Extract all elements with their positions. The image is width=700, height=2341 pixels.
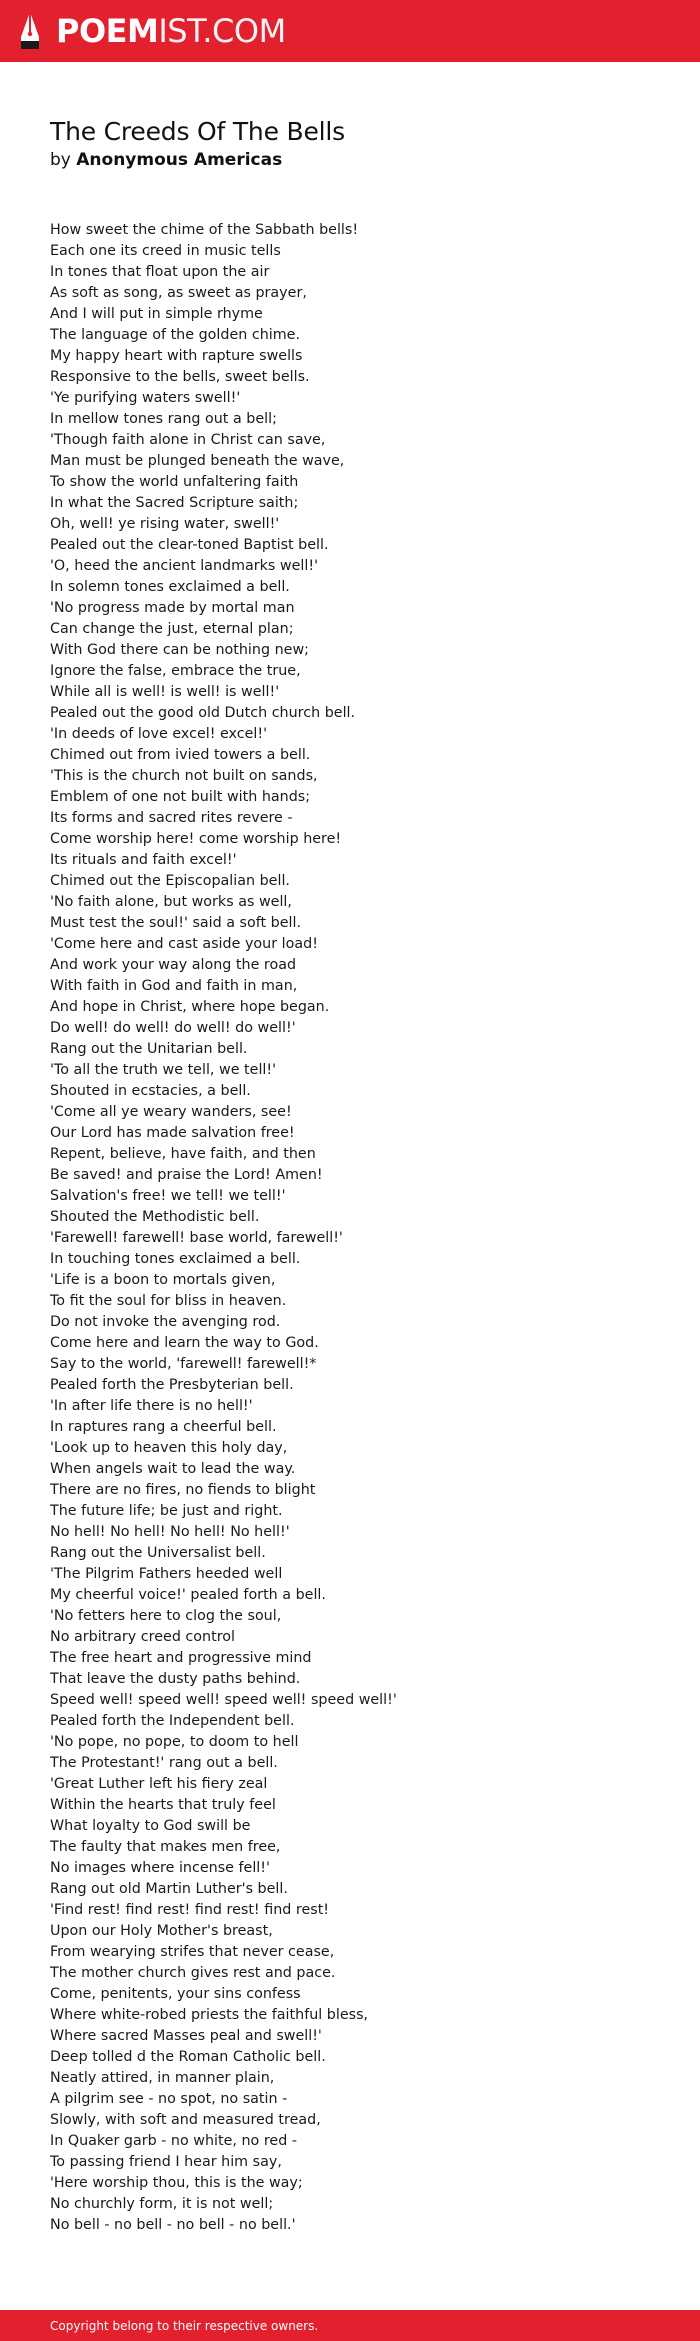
poem-line: Oh, well! ye rising water, swell!'	[50, 516, 280, 532]
poem-line: 'In after life there is no hell!'	[50, 1398, 253, 1414]
poem-line: In raptures rang a cheerful bell.	[50, 1419, 277, 1435]
poem-line: The free heart and progressive mind	[50, 1650, 312, 1666]
logo-text-light: IST.COM	[158, 12, 286, 50]
poem-line: No arbitrary creed control	[50, 1629, 235, 1645]
poem-line: 'Here worship thou, this is the way;	[50, 2175, 303, 2191]
poem-line: With God there can be nothing new;	[50, 642, 309, 658]
poem-line: Pealed out the good old Dutch church bell.	[50, 705, 356, 721]
poem-line: Chimed out from ivied towers a bell.	[50, 747, 311, 763]
poem-line: To passing friend I hear him say,	[50, 2154, 282, 2170]
poem-line: Within the hearts that truly feel	[50, 1797, 276, 1813]
poem-line: Pealed forth the Independent bell.	[50, 1713, 295, 1729]
poem-line: Speed well! speed well! speed well! speed well!'	[50, 1692, 397, 1708]
logo-text-bold: POEM	[56, 12, 159, 50]
poem-line: 'Look up to heaven this holy day,	[50, 1440, 288, 1456]
poem-line: The mother church gives rest and pace.	[50, 1965, 336, 1981]
poem-line: Salvation's free! we tell! we tell!'	[50, 1188, 286, 1204]
poem-line: No hell! No hell! No hell! No hell!'	[50, 1524, 290, 1540]
poem-line: 'No faith alone, but works as well,	[50, 894, 292, 910]
poem-body	[50, 220, 650, 2236]
poem-line: In touching tones exclaimed a bell.	[50, 1251, 301, 1267]
poem-line: 'This is the church not built on sands,	[50, 768, 318, 784]
poem-line: Where sacred Masses peal and swell!'	[50, 2028, 322, 2044]
poem-line: Its forms and sacred rites revere -	[50, 810, 293, 826]
poem-line: Our Lord has made salvation free!	[50, 1125, 295, 1141]
poem-line: Rang out the Unitarian bell.	[50, 1041, 248, 1057]
poem-line: The language of the golden chime.	[50, 327, 301, 343]
poem-line: To show the world unfaltering faith	[50, 474, 299, 490]
poem-heading	[50, 116, 650, 172]
poem-line: The faulty that makes men free,	[50, 1839, 281, 1855]
poem-line: Pealed out the clear-toned Baptist bell.	[50, 537, 329, 553]
poem-line: Come worship here! come worship here!	[50, 831, 342, 847]
poem-line: 'Come all ye weary wanders, see!	[50, 1104, 292, 1120]
poem-line: In mellow tones rang out a bell;	[50, 411, 277, 427]
poem-line: Do not invoke the avenging rod.	[50, 1314, 281, 1330]
byline	[50, 148, 650, 172]
poem-line: My happy heart with rapture swells	[50, 348, 303, 364]
poem-line: Shouted the Methodistic bell.	[50, 1209, 260, 1225]
poem-line: In solemn tones exclaimed a bell.	[50, 579, 290, 595]
poem-line: Can change the just, eternal plan;	[50, 621, 294, 637]
poem-line: And hope in Christ, where hope began.	[50, 999, 330, 1015]
poem-line: Come here and learn the way to God.	[50, 1335, 319, 1351]
poem-line: Emblem of one not built with hands;	[50, 789, 311, 805]
poem-line: Its rituals and faith excel!'	[50, 852, 237, 868]
poem-line: Each one its creed in music tells	[50, 243, 281, 259]
poem-line: 'No fetters here to clog the soul,	[50, 1608, 282, 1624]
poem-line: Responsive to the bells, sweet bells.	[50, 369, 310, 385]
poem-line: With faith in God and faith in man,	[50, 978, 298, 994]
site-header	[0, 0, 700, 62]
poem-line: 'Find rest! find rest! find rest! find rest!	[50, 1902, 330, 1918]
poem-line: When angels wait to lead the way.	[50, 1461, 296, 1477]
poem-line: 'Farewell! farewell! base world, farewell!'	[50, 1230, 343, 1246]
poem-line: 'In deeds of love excel! excel!'	[50, 726, 268, 742]
author-name[interactable]: Anonymous Americas	[76, 150, 283, 170]
by-label: by	[50, 150, 71, 170]
poem-line: What loyalty to God swill be	[50, 1818, 251, 1834]
poem-line: Upon our Holy Mother's breast,	[50, 1923, 273, 1939]
poem-line: 'O, heed the ancient landmarks well!'	[50, 558, 319, 574]
poem-line: In tones that float upon the air	[50, 264, 270, 280]
poem-line: The Protestant!' rang out a bell.	[50, 1755, 278, 1771]
poem-line: 'Ye purifying waters swell!'	[50, 390, 241, 406]
poem-line: 'Though faith alone in Christ can save,	[50, 432, 326, 448]
poem-line: In Quaker garb - no white, no red -	[50, 2133, 297, 2149]
poem-line: The future life; be just and right.	[50, 1503, 283, 1519]
poem-line: 'To all the truth we tell, we tell!'	[50, 1062, 277, 1078]
poem-line: Slowly, with soft and measured tread,	[50, 2112, 321, 2128]
poem-line: 'Great Luther left his fiery zeal	[50, 1776, 268, 1792]
poem-line: How sweet the chime of the Sabbath bells!	[50, 222, 359, 238]
poem-line: Pealed forth the Presbyterian bell.	[50, 1377, 294, 1393]
poem-line: Rang out old Martin Luther's bell.	[50, 1881, 288, 1897]
poem-line: Say to the world, 'farewell! farewell!*	[50, 1356, 317, 1372]
poem-title: The Creeds Of The Bells	[50, 117, 345, 146]
poem-line: No images where incense fell!'	[50, 1860, 270, 1876]
poem-line: 'Come here and cast aside your load!	[50, 936, 318, 952]
poem-line: 'No pope, no pope, to doom to hell	[50, 1734, 299, 1750]
poem-line: Where white-robed priests the faithful bless,	[50, 2007, 369, 2023]
pen-nib-icon[interactable]	[18, 11, 42, 51]
poem-line: In what the Sacred Scripture saith;	[50, 495, 299, 511]
poem-line: While all is well! is well! is well!'	[50, 684, 280, 700]
site-footer	[0, 2310, 700, 2341]
poem-line: 'Life is a boon to mortals given,	[50, 1272, 276, 1288]
poem-line: To fit the soul for bliss in heaven.	[50, 1293, 287, 1309]
poem-line: That leave the dusty paths behind.	[50, 1671, 301, 1687]
poem-line: Come, penitents, your sins confess	[50, 1986, 301, 2002]
poem-line: Deep tolled d the Roman Catholic bell.	[50, 2049, 326, 2065]
poem-line: No bell - no bell - no bell - no bell.'	[50, 2217, 296, 2233]
site-logo[interactable]	[56, 12, 286, 50]
poem-line: Rang out the Universalist bell.	[50, 1545, 266, 1561]
poem-line: Man must be plunged beneath the wave,	[50, 453, 345, 469]
poem-line: There are no fires, no fiends to blight	[50, 1482, 316, 1498]
poem-line: From wearying strifes that never cease,	[50, 1944, 335, 1960]
poem-line: Must test the soul!' said a soft bell.	[50, 915, 302, 931]
copyright-text: Copyright belong to their respective owners.	[50, 2318, 319, 2333]
poem-line: And I will put in simple rhyme	[50, 306, 263, 322]
poem-line: 'The Pilgrim Fathers heeded well	[50, 1566, 283, 1582]
poem-line: Neatly attired, in manner plain,	[50, 2070, 275, 2086]
poem-line: My cheerful voice!' pealed forth a bell.	[50, 1587, 326, 1603]
poem-line: Repent, believe, have faith, and then	[50, 1146, 316, 1162]
poem-line: 'No progress made by mortal man	[50, 600, 295, 616]
poem-line: Shouted in ecstacies, a bell.	[50, 1083, 251, 1099]
poem-line: Ignore the false, embrace the true,	[50, 663, 301, 679]
poem-line: And work your way along the road	[50, 957, 297, 973]
poem-line: As soft as song, as sweet as prayer,	[50, 285, 307, 301]
poem-line: Chimed out the Episcopalian bell.	[50, 873, 290, 889]
poem-line: Do well! do well! do well! do well!'	[50, 1020, 296, 1036]
poem-line: No churchly form, it is not well;	[50, 2196, 274, 2212]
poem-line: A pilgrim see - no spot, no satin -	[50, 2091, 288, 2107]
poem-line: Be saved! and praise the Lord! Amen!	[50, 1167, 323, 1183]
